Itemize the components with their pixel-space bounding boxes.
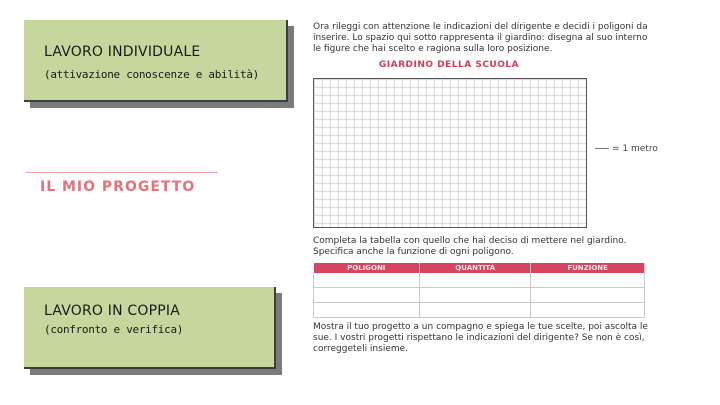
pair-work-card xyxy=(24,287,276,369)
scale-legend xyxy=(595,144,658,154)
individual-work-title: LAVORO INDIVIDUALE xyxy=(44,44,201,60)
table-row xyxy=(314,288,645,303)
worksheet-instructions-bottom: Mostra il tuo progetto a un compagno e spiega le tue scelte, poi ascolta le sue. I vostri progetti rispettano le indicazioni del dirigente? Se non è così, correggeteli insieme. xyxy=(313,322,648,354)
pair-work-title: LAVORO IN COPPIA xyxy=(44,303,180,319)
table-cell xyxy=(531,288,645,303)
garden-grid xyxy=(313,78,587,228)
table-cell xyxy=(314,273,420,288)
individual-work-subtitle: (attivazione conoscenze e abilità) xyxy=(44,68,259,81)
polygons-table xyxy=(313,263,645,318)
worksheet-instructions-top: Ora rileggi con attenzione le indicazioni del dirigente e decidi i poligoni da inserire. Lo spazio qui sotto rappresenta il giardino: disegna al suo interno le figure che hai scelto e ragiona sulla loro posizione. xyxy=(313,22,648,54)
table-row xyxy=(314,273,645,288)
scale-tick-mark xyxy=(595,148,609,149)
polygons-table-body xyxy=(314,273,645,318)
table-cell xyxy=(531,273,645,288)
table-cell xyxy=(314,303,420,318)
table-cell xyxy=(420,303,531,318)
table-header-cell: FUNZIONE xyxy=(531,263,645,273)
table-cell xyxy=(314,288,420,303)
worksheet-instructions-table: Completa la tabella con quello che hai deciso di mettere nel giardino. Specifica anche la funzione di ogni poligono. xyxy=(313,236,627,257)
project-title: IL MIO PROGETTO xyxy=(40,179,196,195)
table-row xyxy=(314,303,645,318)
table-cell xyxy=(531,303,645,318)
table-header-row xyxy=(314,263,645,273)
table-header-cell: QUANTITÀ xyxy=(420,263,531,273)
individual-work-card xyxy=(24,20,288,102)
pair-work-subtitle: (confronto e verifica) xyxy=(44,323,184,336)
project-title-rule xyxy=(26,172,218,173)
scale-legend-text: = 1 metro xyxy=(612,144,658,154)
garden-title: GIARDINO DELLA SCUOLA xyxy=(378,60,520,70)
table-cell xyxy=(420,288,531,303)
table-cell xyxy=(420,273,531,288)
table-header-cell: POLIGONI xyxy=(314,263,420,273)
